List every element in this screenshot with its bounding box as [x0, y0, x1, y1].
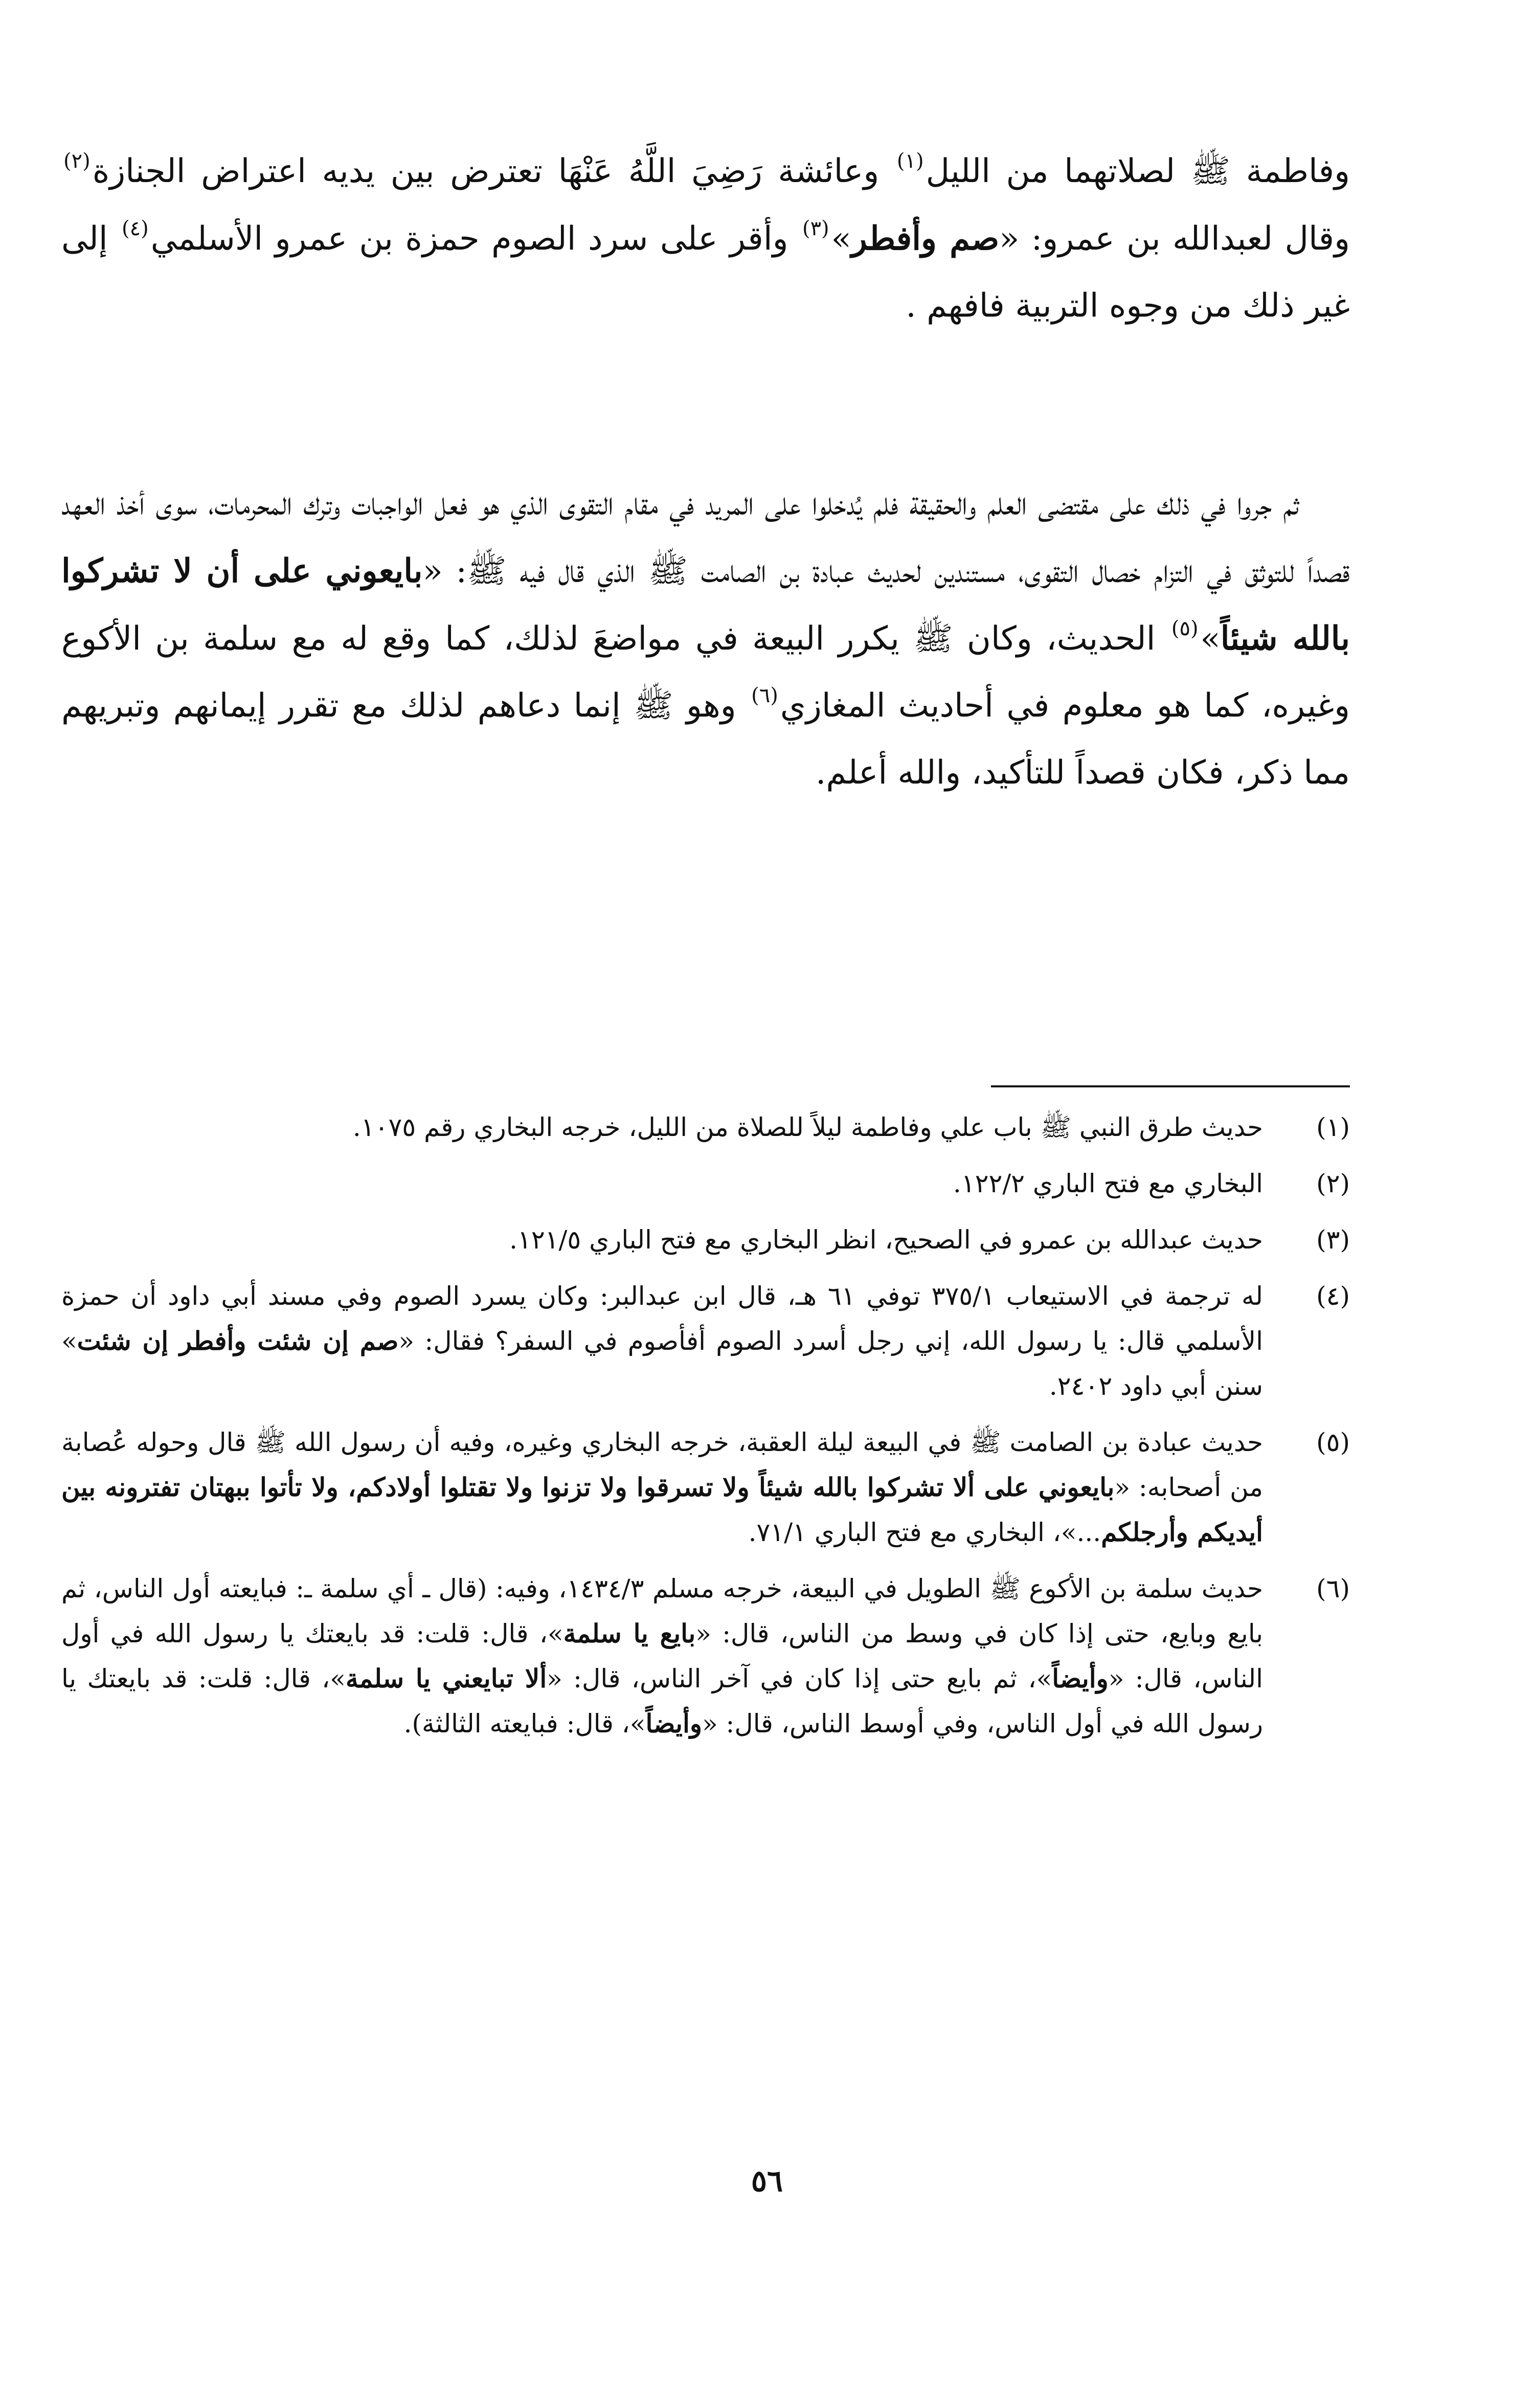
footnote-ref-5[interactable]: (٥): [1171, 617, 1199, 640]
paragraph-2: [61, 471, 1350, 807]
hadith-quote: صم إن شئت وأفطر إن شئت: [77, 1326, 399, 1356]
footnote-text: حديث عبدالله بن عمرو في الصحيح، انظر البخاري مع فتح الباري ١٢١/٥.: [509, 1225, 1263, 1255]
footnote-text: حديث طرق النبي ﷺ باب علي وفاطمة ليلاً للصلاة من الليل، خرجه البخاري رقم ١٠٧٥.: [352, 1112, 1263, 1142]
footnote-4: [61, 1274, 1350, 1409]
hadith-quote: بايعوني على أن لا تشركوا بالله شيئاً: [61, 552, 1350, 658]
footnote-5: [61, 1420, 1350, 1555]
footnotes-list: [61, 1105, 1350, 1757]
hadith-quote: وأيضاً: [1052, 1663, 1109, 1693]
footnote-text: »، ثم بايع حتى إذا كان في آخر الناس، قال: «: [547, 1664, 1052, 1693]
footnote-ref-6[interactable]: (٦): [751, 684, 778, 707]
footnote-1: [61, 1105, 1350, 1150]
footnote-text: »، قال: قلت: قد بايعتك يا رسول الله في أول الناس، وفي أوسط الناس، قال: «: [61, 1664, 1263, 1738]
footnote-text: » سنن أبي داود ٢٤٠٢.: [61, 1326, 1263, 1401]
text: وعائشة رَضِيَ اللَّهُ عَنْهَا تعترض بين يديه اعتراض الجنازة: [92, 152, 895, 190]
footnote-ref-3[interactable]: (٣): [802, 217, 829, 240]
footnote-ref-1[interactable]: (١): [896, 149, 924, 173]
footnote-number: (٣): [1316, 1225, 1350, 1255]
hadith-quote: بايع يا سلمة: [563, 1618, 696, 1648]
footnote-number: (٢): [1316, 1169, 1350, 1198]
text: وقال لعبدالله بن عمرو: «: [999, 220, 1350, 258]
text: إلى غير ذلك من وجوه التربية فافهم .: [61, 220, 1350, 325]
footnote-text: »، قال: فبايعته الثالثة).: [403, 1709, 646, 1738]
paragraph-1: [61, 138, 1350, 340]
footnote-ref-2[interactable]: (٢): [63, 149, 91, 173]
text: وفاطمة ﷺ لصلاتهما من الليل: [926, 152, 1350, 190]
footnote-2: [61, 1161, 1350, 1206]
footnote-text: البخاري مع فتح الباري ١٢٢/٢.: [953, 1169, 1263, 1198]
footnote-number: (٥): [1316, 1428, 1350, 1457]
text: »: [1200, 620, 1221, 658]
footnote-separator: [991, 1085, 1350, 1087]
footnote-text: حديث عبادة بن الصامت ﷺ في البيعة ليلة العقبة، خرجه البخاري وغيره، وفيه أن رسول الله ﷺ قال وحوله عُصابة من أصحابه: «: [61, 1428, 1263, 1502]
footnote-text: ...»، البخاري مع فتح الباري ٧١/١.: [748, 1518, 1101, 1547]
footnote-ref-4[interactable]: (٤): [122, 217, 149, 240]
text: الحديث، وكان ﷺ يكرر البيعة في مواضعَ لذلك، كما وقع له مع سلمة بن الأكوع وغيره، كما هو معلوم في أحاديث المغازي: [61, 620, 1350, 725]
footnote-number: (٤): [1316, 1281, 1350, 1311]
footnote-text: له ترجمة في الاستيعاب ٣٧٥/١ توفي ٦١ هـ، قال ابن عبدالبر: وكان يسرد الصوم وفي مسند أبي داود أن حمزة الأسلمي قال: يا رسول الله، إني رجل أسرد الصوم أفأصوم في السفر؟ فقال: «: [61, 1281, 1264, 1356]
footnote-3: [61, 1217, 1350, 1262]
hadith-quote: وأيضاً: [645, 1708, 703, 1738]
hadith-quote: صم وأفطر: [851, 219, 1000, 258]
footnote-text: حديث سلمة بن الأكوع ﷺ الطويل في البيعة، خرجه مسلم ١٤٣٤/٣، وفيه: (قال ـ أي سلمة ـ: فبايعته أول الناس، ثم بايع وبايع، حتى إذا كان في وسط من الناس، قال: «: [61, 1574, 1264, 1648]
footnote-number: (١): [1316, 1112, 1350, 1142]
text: ثم جروا في ذلك على مقتضى العلم والحقيقة فلم يُدخلوا على المريد في مقام التقوى الذي هو فعل الواجبات وترك المحرمات، سوى أخذ العهد قصداً للتوثق في التزام خصال التقوى، مستندين لحديث عبادة بن الصامت ﷺ الذي قال فيه ﷺ: «: [61, 485, 1350, 590]
footnote-text: »، قال: قلت: قد بايعتك يا رسول الله في أول الناس، قال: «: [61, 1619, 1263, 1693]
footnote-6: [61, 1566, 1350, 1746]
page-number: ٥٦: [751, 2164, 783, 2198]
footnote-number: (٦): [1316, 1574, 1350, 1603]
text: وهو ﷺ إنما دعاهم لذلك مع تقرر إيمانهم وتبريهم مما ذكر، فكان قصداً للتأكيد، والله أعلم.: [61, 687, 1350, 792]
text: وأقر على سرد الصوم حمزة بن عمرو الأسلمي: [150, 220, 800, 258]
hadith-quote: بايعوني على ألا تشركوا بالله شيئاً ولا تسرقوا ولا تزنوا ولا تقتلوا أولادكم، ولا تأتوا ببهتان تفترونه بين أيديكم وأرجلكم: [61, 1472, 1263, 1547]
hadith-quote: ألا تبايعني يا سلمة: [345, 1663, 547, 1693]
text: »: [831, 220, 851, 258]
